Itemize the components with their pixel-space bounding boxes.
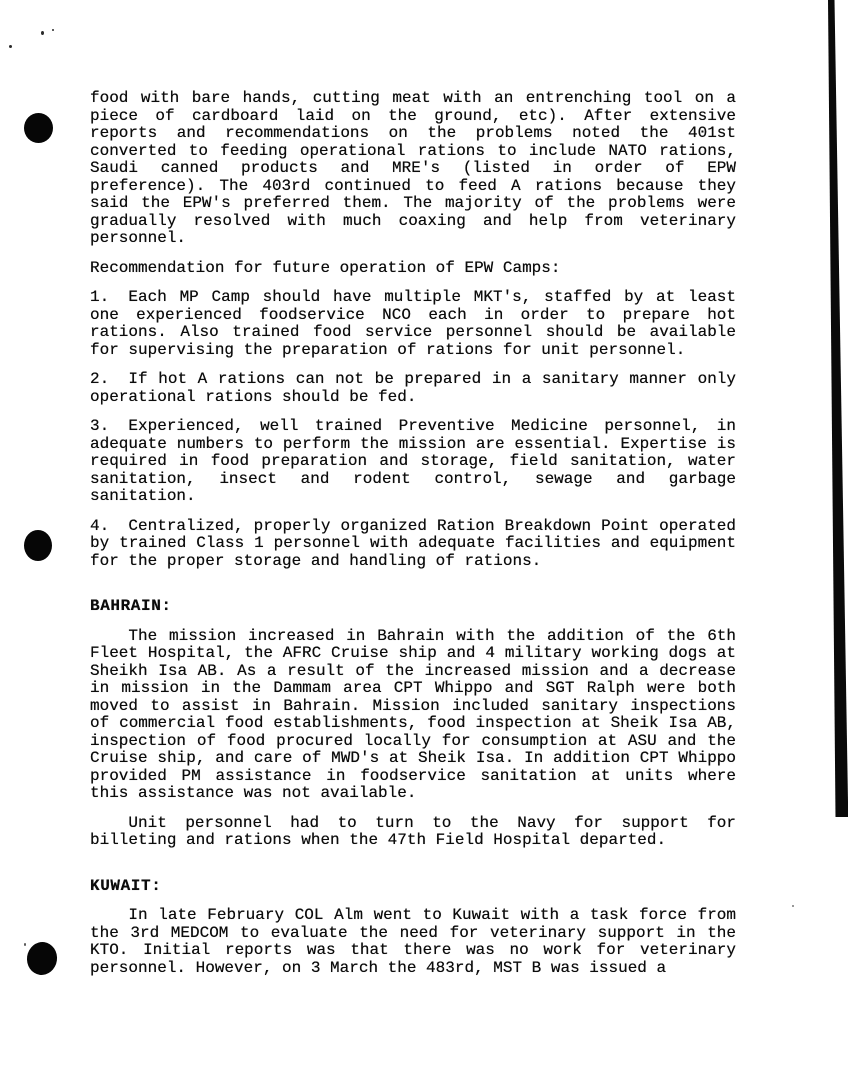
- item-number: 3.: [90, 417, 110, 435]
- ink-speck: [9, 45, 12, 48]
- recommendation-item-4: [90, 518, 736, 571]
- item-text: Centralized, properly organized Ration Breakdown Point operated by trained Class 1 personnel with adequate facilities and equipment for the proper storage and handling of rations.: [90, 516, 736, 570]
- item-text: Experienced, well trained Preventive Medicine personnel, in adequate numbers to perform the mission are essential. Expertise is required in food preparation and storage, field sanitation, water sanitation, insect and rodent control, sewage and garbage sanitation.: [90, 417, 736, 505]
- item-text: Each MP Camp should have multiple MKT's, staffed by at least one experienced foodservice NCO each in order to prepare hot rations. Also trained food service personnel should be available for supervising the preparation of rations for unit personnel.: [90, 288, 736, 359]
- hole-punch-mark: [24, 530, 52, 561]
- ink-speck: [52, 29, 54, 31]
- item-text: If hot A rations can not be prepared in a sanitary manner only operational rations should be fed.: [90, 370, 736, 406]
- paragraph-kuwait-taskforce: In late February COL Alm went to Kuwait with a task force from the 3rd MEDCOM to evaluate the need for veterinary support in the KTO. Initial reports was that there was no work for veterinary personnel. However, on 3 March the 483rd, MST B was issued a: [90, 906, 736, 977]
- recommendation-item-3: [90, 418, 736, 506]
- recommendation-item-2: [90, 371, 736, 406]
- document-text: [90, 90, 736, 989]
- paragraph-bahrain-mission: The mission increased in Bahrain with the addition of the 6th Fleet Hospital, the AFRC Cruise ship and 4 military working dogs at Sheikh Isa AB. As a result of the increased mission and a decrease in mission in the Dammam area CPT Whippo and SGT Ralph were both moved to assist in Bahrain. Mission included sanitary inspections of commercial food establishments, food inspection at Sheik Isa AB, inspection of food procured locally for consumption at ASU and the Cruise ship, and care of MWD's at Sheik Isa. In addition CPT Whippo provided PM assistance in foodservice sanitation at units where this assistance was not available.: [90, 626, 736, 802]
- recommendations-heading: Recommendation for future operation of EPW Camps:: [90, 258, 561, 277]
- item-number: 1.: [90, 288, 110, 306]
- ink-speck: [24, 943, 26, 946]
- recommendation-item-1: [90, 289, 736, 359]
- item-number: 2.: [90, 370, 110, 388]
- ink-speck: [792, 905, 794, 907]
- section-title-bahrain: BAHRAIN:: [90, 597, 172, 615]
- hole-punch-mark: [24, 113, 53, 143]
- item-number: 4.: [90, 516, 110, 535]
- paragraph-intro: food with bare hands, cutting meat with an entrenching tool on a piece of cardboard laid on the ground, etc). After extensive reports and recommendations on the problems noted the 401st converted to feeding operational rations to include NATO rations, Saudi canned products and MRE's (listed in order of EPW preference). The 403rd continued to feed A rations because they said the EPW's preferred them. The majority of the problems were gradually resolved with much coaxing and help from veterinary personnel.: [90, 89, 736, 247]
- section-title-kuwait: KUWAIT:: [90, 876, 162, 895]
- paragraph-bahrain-navy-support: Unit personnel had to turn to the Navy for support for billeting and rations when the 47th Field Hospital departed.: [90, 813, 736, 849]
- hole-punch-mark: [25, 940, 59, 977]
- ink-speck: [41, 31, 44, 35]
